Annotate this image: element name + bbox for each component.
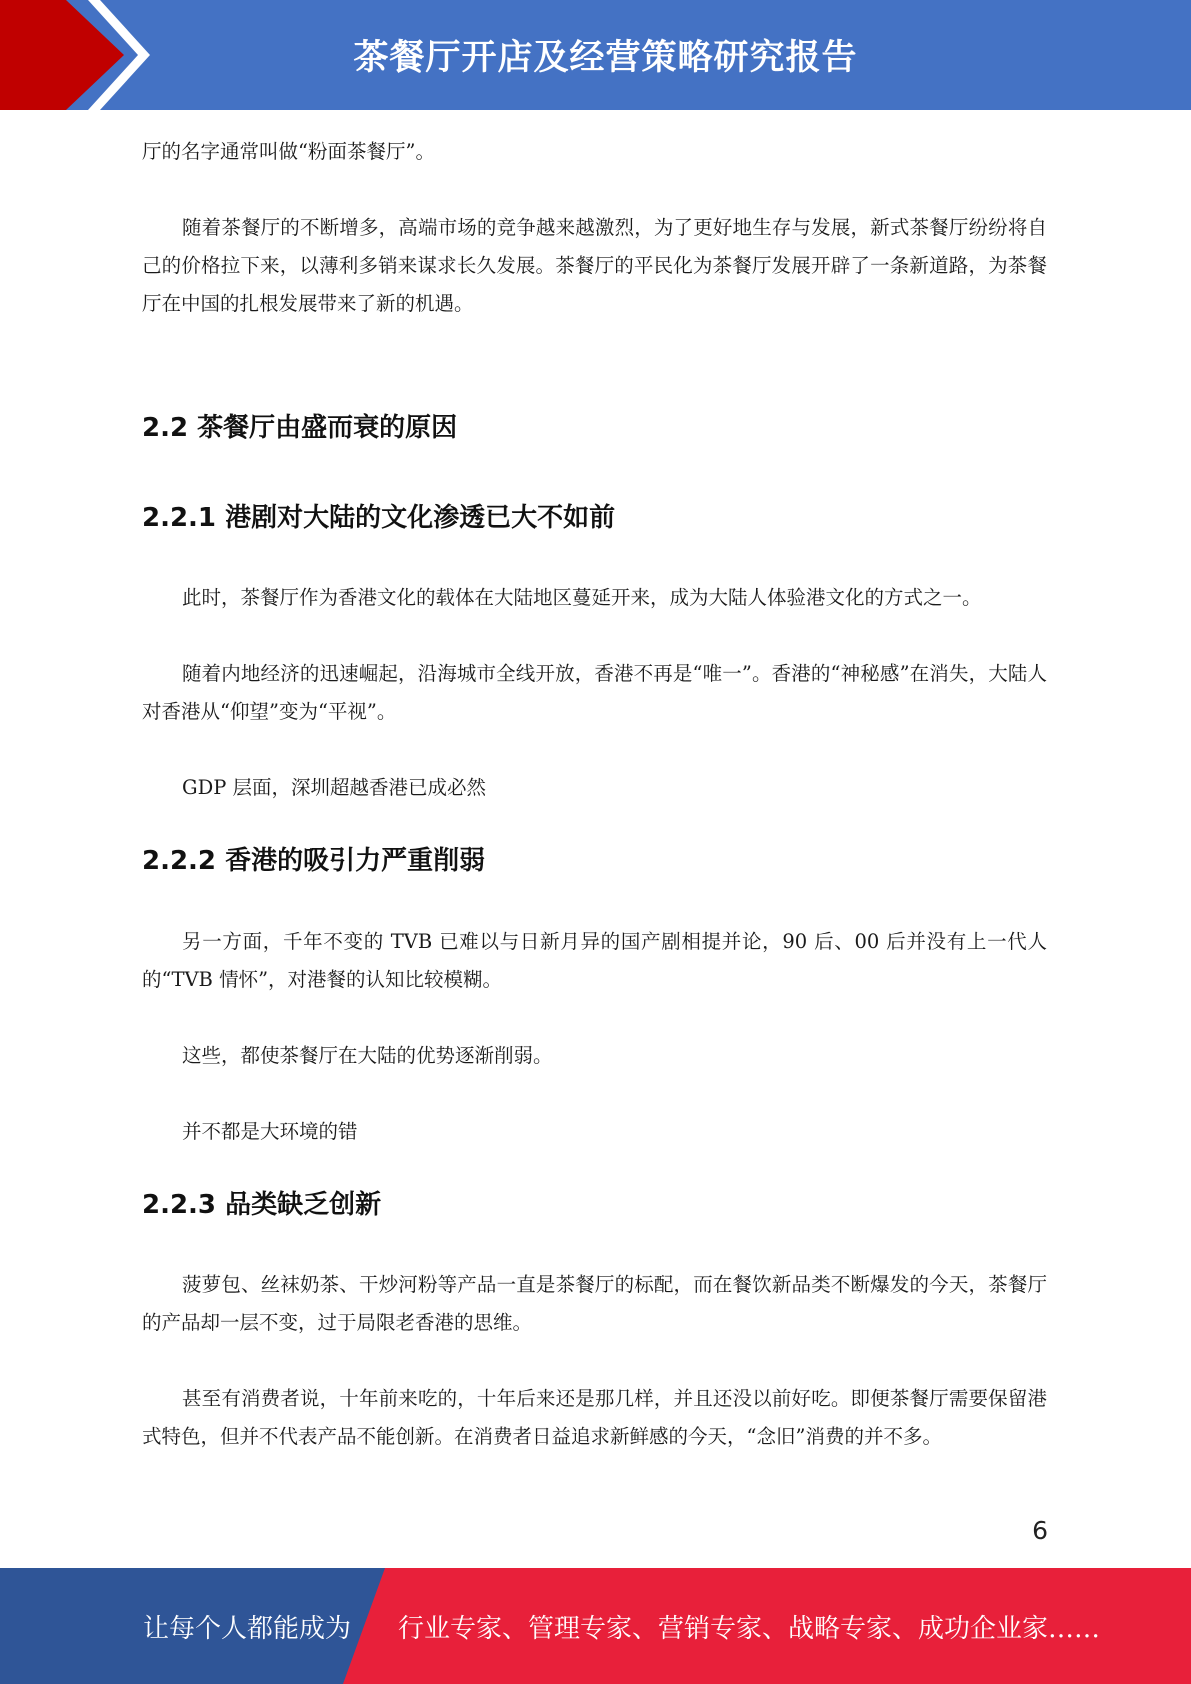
section-heading-2-2-2: 2.2.2 香港的吸引力严重削弱 [142,846,486,876]
footer-slogan-right: 行业专家、管理专家、营销专家、战略专家、成功企业家…… [398,1613,1101,1644]
paragraph: 甚至有消费者说，十年前来吃的，十年后来还是那几样，并且还没以前好吃。即便茶餐厅需要保留港式特色，但并不代表产品不能创新。在消费者日益追求新鲜感的今天，“念旧”消费的并不多。 [142,1387,1047,1448]
section-heading-2-2-1: 2.2.1 港剧对大陆的文化渗透已大不如前 [142,503,616,533]
paragraph: 随着内地经济的迅速崛起，沿海城市全线开放，香港不再是“唯一”。香港的“神秘感”在消失，大陆人对香港从“仰望”变为“平视”。 [142,662,1047,723]
paragraph: 并不都是大环境的错 [182,1120,358,1143]
paragraph: 厅的名字通常叫做“粉面茶餐厅”。 [142,140,435,163]
header-banner [0,0,1191,110]
page-number: 6 [1032,1516,1048,1545]
report-title: 茶餐厅开店及经营策略研究报告 [353,38,858,78]
paragraph: GDP 层面，深圳超越香港已成必然 [182,776,487,799]
section-heading-2-2: 2.2 茶餐厅由盛而衰的原因 [142,413,458,443]
footer-slogan-left: 让每个人都能成为 [143,1613,352,1644]
footer-banner [0,1568,1191,1684]
paragraph: 菠萝包、丝袜奶茶、干炒河粉等产品一直是茶餐厅的标配，而在餐饮新品类不断爆发的今天，茶餐厅的产品却一层不变，过于局限老香港的思维。 [142,1273,1047,1334]
paragraph: 此时，茶餐厅作为香港文化的载体在大陆地区蔓延开来，成为大陆人体验港文化的方式之一。 [182,586,982,609]
paragraph: 随着茶餐厅的不断增多，高端市场的竞争越来越激烈，为了更好地生存与发展，新式茶餐厅纷纷将自己的价格拉下来，以薄利多销来谋求长久发展。茶餐厅的平民化为茶餐厅发展开辟了一条新道路，为茶餐厅在中国的扎根发展带来了新的机遇。 [142,216,1047,315]
section-heading-2-2-3: 2.2.3 品类缺乏创新 [142,1190,382,1220]
paragraph: 这些，都使茶餐厅在大陆的优势逐渐削弱。 [182,1044,553,1067]
paragraph: 另一方面，千年不变的 TVB 已难以与日新月异的国产剧相提并论，90 后、00 后并没有上一代人的“TVB 情怀”，对港餐的认知比较模糊。 [142,930,1047,991]
